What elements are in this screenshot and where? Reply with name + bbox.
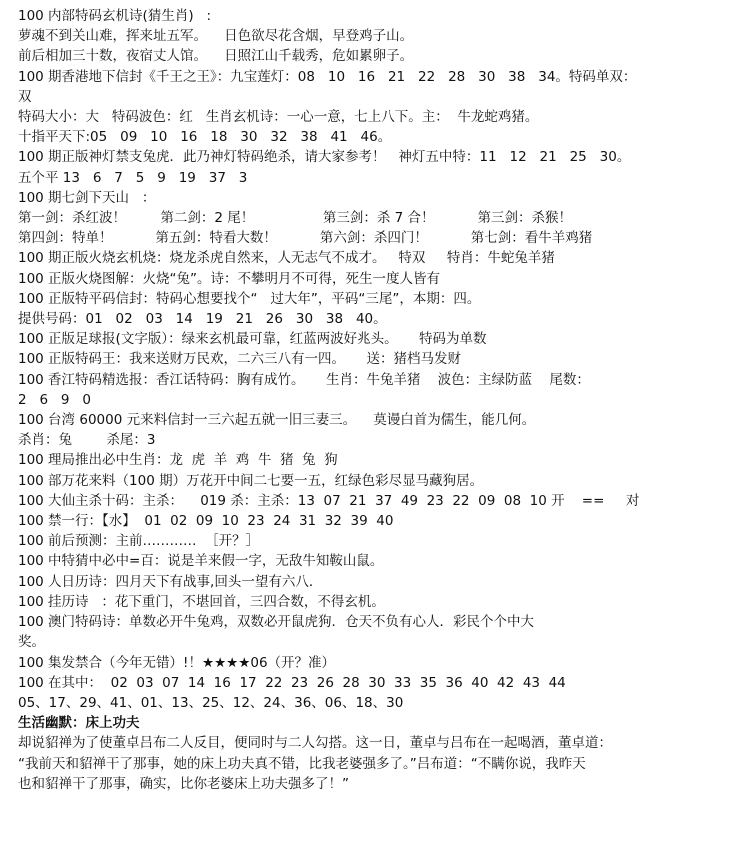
text-line: 100 集发禁合（今年无错）!！★★★★06（开？准） — [18, 654, 336, 671]
text-line: 100 部万花来料（100 期）万花开中间二七要一五，红绿色彩尽显马藏狗居。 — [18, 472, 484, 489]
text-line: “我前天和貂禅干了那事，她的床上功夫真不错，比我老婆强多了。”吕布道：“不瞒你说，我昨天 — [18, 755, 586, 772]
text-line: 却说貂禅为了使董卓吕布二人反目，便同时与二人勾搭。这一日，董卓与吕布在一起喝酒，董卓道： — [18, 735, 612, 752]
text-line: 第一剑：杀红波！ 第二剑：2 尾！ 第三剑：杀 7 合！ 第三剑：杀猴！ — [18, 210, 572, 227]
text-line: 100 禁一行：【水】 01 02 09 10 23 24 31 32 39 40 — [18, 513, 394, 530]
text-line: 100 内部特码玄机诗(猜生肖) : — [18, 8, 212, 24]
text-line: 十指平天下:05 09 10 16 18 30 32 38 41 46。 — [18, 129, 392, 146]
text-line: 特码大小：大 特码波色：红 生肖玄机诗：一心一意，七上八下。主： 牛龙蛇鸡猪。 — [18, 109, 539, 126]
text-line: 奖。 — [18, 634, 45, 651]
text-line: 100 前后预测：主前………… ［开？］ — [18, 533, 260, 550]
text-line: 100 挂历诗 ：花下重门，不堪回首，三四合数，不得玄机。 — [18, 593, 385, 610]
text-line: 100 正版火烧图解：火烧“兔”。诗：不攀明月不可得，死生一度人皆有 — [18, 270, 441, 287]
text-line: 100 期正版火烧玄机烧：烧龙杀虎自然来，人无志气不成才。 特双 特肖：牛蛇兔羊猪 — [18, 250, 555, 267]
section-heading: 生活幽默：床上功夫 — [18, 715, 140, 732]
text-line: 100 台湾 60000 元来料信封一三六起五就一旧三妻三。 莫谩白首为儒生，能几何。 — [18, 412, 536, 429]
text-line: 100 期香港地下信封《千王之王》：九宝莲灯：08 10 16 21 22 28 30 38 34。特码单双： — [18, 68, 637, 85]
text-line: 100 正版足球报(文字版）：绿来玄机最可靠，红蓝两波好兆头。 特码为单数 — [18, 331, 487, 348]
text-line: 100 理局推出必中生肖：龙 虎 羊 鸡 牛 猪 兔 狗 — [18, 452, 338, 469]
text-line: 100 在其中： 02 03 07 14 16 17 22 23 26 28 30 33 35 36 40 42 43 44 — [18, 674, 566, 691]
text-line: 前后相加三十数，夜宿丈人馆。 日照江山千载秀，危如累卵子。 — [18, 48, 414, 65]
text-line: 100 人日历诗：四月天下有战事,回头一望有六八． — [18, 573, 323, 590]
text-line: 2 6 9 0 — [18, 391, 91, 408]
text-line: 萝魂不到关山难，挥来址五军。 日色欲尽花含烟，早登鸡子山。 — [18, 28, 414, 45]
text-line: 提供号码：01 02 03 14 19 21 26 30 38 40。 — [18, 311, 387, 328]
text-line: 100 香江特码精选报：香江话特码：胸有成竹。 生肖：牛兔羊猪 波色：主绿防蓝 尾数： — [18, 371, 590, 388]
text-line: 100 中特猜中必中=百：说是羊来假一字，无敌牛知鞍山鼠。 — [18, 553, 384, 570]
text-line: 100 正版特平码信封：特码心想要找个“ 过大年”，平码“三尾”，本期：四。 — [18, 290, 481, 307]
text-line: 也和貂禅干了那事，确实，比你老婆床上功夫强多了！” — [18, 775, 349, 792]
text-line: 100 澳门特码诗：单数必开牛兔鸡，双数必开鼠虎狗．仓天不负有心人．彩民个个中大 — [18, 614, 535, 631]
text-line: 第四剑：特单！ 第五剑：特看大数！ 第六剑：杀四门！ 第七剑：看牛羊鸡猪 — [18, 230, 593, 247]
text-line: 五个平 13 6 7 5 9 19 37 3 — [18, 169, 248, 186]
text-line: 双 — [18, 88, 32, 105]
text-line: 100 期正版神灯禁支兔虎．此乃神灯特码绝杀，请大家参考！ 神灯五中特：11 12 21 25 30。 — [18, 149, 631, 166]
text-line: 05、17、29、41、01、13、25、12、24、36、06、18、30 — [18, 694, 404, 711]
text-line: 杀肖：兔 杀尾：3 — [18, 432, 156, 449]
text-line: 100 大仙主杀十码：主杀： 019 杀：主杀：13 07 21 37 49 23 22 09 08 10 开 == 对 — [18, 492, 640, 509]
text-line: 100 正版特码王：我来送财万民欢，二六三八有一四。 送：猪档马发财 — [18, 351, 462, 368]
text-line: 100 期七剑下天山 ： — [18, 189, 156, 206]
